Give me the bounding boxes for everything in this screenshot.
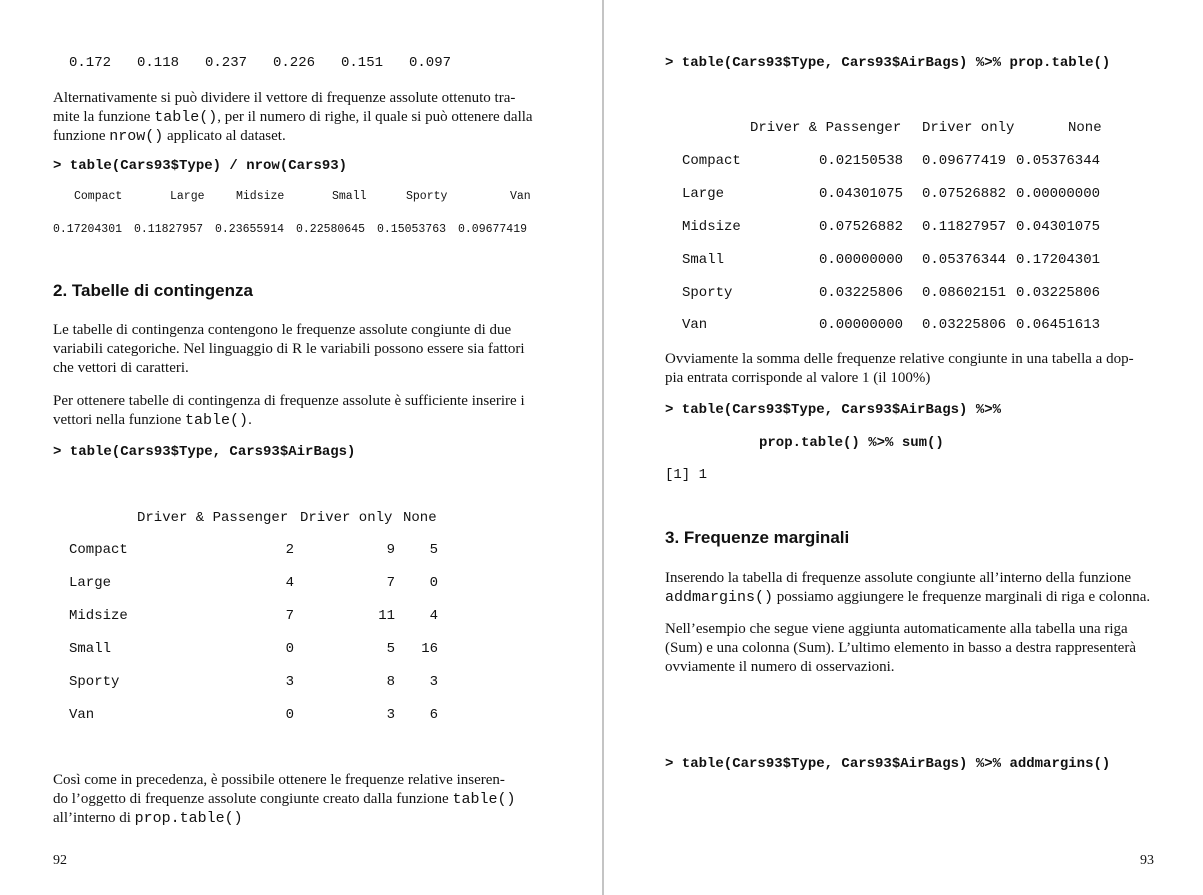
command-addmargins: > table(Cars93$Type, Cars93$AirBags) %>% addmargins() xyxy=(665,756,1111,772)
table-cell: 2 xyxy=(285,542,294,558)
paragraph-obtain xyxy=(53,392,553,430)
paragraph-contingency xyxy=(53,321,553,378)
table-cell: 0.17204301 xyxy=(1016,252,1101,268)
table-cell: 0.08602151 xyxy=(922,285,1007,301)
text-line xyxy=(53,809,553,828)
paragraph-relative xyxy=(53,771,553,828)
text-span: , per il numero di righe, il quale si può ottenere dalla xyxy=(217,109,533,125)
table-cell: 0.05376344 xyxy=(1016,153,1101,169)
row-label: Van xyxy=(682,317,708,333)
text-span: mite la funzione xyxy=(53,109,155,125)
inline-code: prop.table() xyxy=(134,810,243,827)
text-line: Alternativamente si può dividere il vettore di frequenze assolute ottenuto tra- xyxy=(53,90,516,106)
value-cell: 0.151 xyxy=(341,55,384,71)
text-line xyxy=(53,127,553,146)
row-label: Compact xyxy=(69,542,128,558)
text-line xyxy=(665,588,1165,607)
table-cell: 9 xyxy=(386,542,395,558)
text-line: variabili categoriche. Nel linguaggio di R le variabili possono essere sia fattori xyxy=(53,341,525,357)
inline-code: nrow() xyxy=(109,128,164,145)
table-cell: 0 xyxy=(285,707,294,723)
text-line: Per ottenere tabelle di contingenza di frequenze assolute è sufficiente inserire i xyxy=(53,393,525,409)
text-span: do l’oggetto di frequenze assolute congiunte creato dalla funzione xyxy=(53,791,453,807)
text-line: che vettori di caratteri. xyxy=(53,360,189,376)
table-cell: 0.11827957 xyxy=(922,219,1007,235)
text-line: ovviamente il numero di osservazioni. xyxy=(665,659,895,675)
sum-output: [1] 1 xyxy=(665,467,708,483)
command-table: > table(Cars93$Type, Cars93$AirBags) xyxy=(53,444,356,460)
table-cell: 3 xyxy=(285,674,294,690)
row-label: Small xyxy=(69,641,112,657)
text-line: (Sum) e una colonna (Sum). L’ultimo elemento in basso a destra rappresenterà xyxy=(665,640,1136,656)
header-cell: Small xyxy=(332,190,367,203)
table-cell: 0.09677419 xyxy=(922,153,1007,169)
inline-code: table() xyxy=(452,791,516,808)
row-label: Van xyxy=(69,707,95,723)
header-cell: Midsize xyxy=(236,190,285,203)
column-header: Driver only xyxy=(300,510,393,526)
command-nrow: > table(Cars93$Type) / nrow(Cars93) xyxy=(53,158,348,174)
page-number: 93 xyxy=(1140,853,1154,868)
inline-code: addmargins() xyxy=(665,589,774,606)
value-cell: 0.23655914 xyxy=(215,223,285,236)
section-heading-marginal: 3. Frequenze marginali xyxy=(665,528,850,547)
row-label: Large xyxy=(682,186,725,202)
value-cell: 0.097 xyxy=(409,55,452,71)
table-cell: 0.03225806 xyxy=(819,285,904,301)
column-header: Driver & Passenger xyxy=(750,120,902,136)
command-sum-line2: prop.table() %>% sum() xyxy=(759,435,944,451)
value-cell: 0.15053763 xyxy=(377,223,447,236)
right-page xyxy=(606,0,1203,895)
text-span: . xyxy=(248,412,252,428)
table-cell: 3 xyxy=(429,674,438,690)
page-number: 92 xyxy=(53,853,67,868)
text-span: vettori nella funzione xyxy=(53,412,186,428)
text-span: funzione xyxy=(53,128,110,144)
table-cell: 0 xyxy=(429,575,438,591)
value-cell: 0.22580645 xyxy=(296,223,366,236)
row-label: Small xyxy=(682,252,725,268)
table-cell: 4 xyxy=(429,608,438,624)
table-cell: 0.03225806 xyxy=(1016,285,1101,301)
table-cell: 0.02150538 xyxy=(819,153,904,169)
text-line xyxy=(53,411,553,430)
text-line: Così come in precedenza, è possibile ottenere le frequenze relative inseren- xyxy=(53,772,505,788)
column-header: Driver & Passenger xyxy=(137,510,289,526)
text-span: possiamo aggiungere le frequenze marginali di riga e colonna. xyxy=(773,589,1151,605)
row-label: Midsize xyxy=(682,219,741,235)
column-header: None xyxy=(1068,120,1102,136)
value-cell: 0.09677419 xyxy=(458,223,528,236)
value-cell: 0.17204301 xyxy=(53,223,123,236)
paragraph-alternative xyxy=(53,89,553,146)
table-cell: 16 xyxy=(421,641,438,657)
table-cell: 0.07526882 xyxy=(819,219,904,235)
table-cell: 4 xyxy=(285,575,294,591)
text-line xyxy=(53,108,553,127)
table-cell: 0.00000000 xyxy=(819,252,904,268)
row-label: Compact xyxy=(682,153,741,169)
header-cell: Compact xyxy=(74,190,123,203)
value-cell: 0.11827957 xyxy=(134,223,204,236)
inline-code: table() xyxy=(154,109,218,126)
page-gutter xyxy=(602,0,604,895)
value-cell: 0.237 xyxy=(205,55,248,71)
header-cell: Large xyxy=(170,190,205,203)
paragraph-marginal xyxy=(665,569,1165,607)
table-cell: 0.05376344 xyxy=(922,252,1007,268)
text-span: applicato al dataset. xyxy=(163,128,286,144)
table-cell: 0.06451613 xyxy=(1016,317,1101,333)
value-cell: 0.226 xyxy=(273,55,316,71)
inline-code: table() xyxy=(185,412,249,429)
table-cell: 5 xyxy=(386,641,395,657)
row-label: Large xyxy=(69,575,112,591)
text-line: Inserendo la tabella di frequenze assolute congiunte all’interno della funzione xyxy=(665,570,1132,586)
text-span: all’interno di xyxy=(53,810,135,826)
table-cell: 0 xyxy=(285,641,294,657)
value-cell: 0.118 xyxy=(137,55,180,71)
top-values-row xyxy=(69,55,451,71)
paragraph-example xyxy=(665,620,1165,677)
table-cell: 5 xyxy=(429,542,438,558)
header-cell: Van xyxy=(510,190,531,203)
left-page xyxy=(0,0,601,895)
section-heading-contingency: 2. Tabelle di contingenza xyxy=(53,281,253,300)
table-cell: 0.04301075 xyxy=(1016,219,1101,235)
value-cell: 0.172 xyxy=(69,55,112,71)
table-cell: 0.03225806 xyxy=(922,317,1007,333)
table-cell: 0.07526882 xyxy=(922,186,1007,202)
text-line: Ovviamente la somma delle frequenze relative congiunte in una tabella a dop- xyxy=(665,351,1134,367)
header-cell: Sporty xyxy=(406,190,448,203)
table-cell: 3 xyxy=(386,707,395,723)
table-cell: 11 xyxy=(378,608,395,624)
paragraph-sum xyxy=(665,350,1165,388)
text-line: Le tabelle di contingenza contengono le frequenze assolute congiunte di due xyxy=(53,322,512,338)
table-cell: 0.00000000 xyxy=(819,317,904,333)
table-cell: 6 xyxy=(429,707,438,723)
text-line: Nell’esempio che segue viene aggiunta automaticamente alla tabella una riga xyxy=(665,621,1128,637)
column-header: None xyxy=(403,510,437,526)
row-label: Sporty xyxy=(682,285,733,301)
table-cell: 8 xyxy=(386,674,395,690)
table-cell: 7 xyxy=(386,575,395,591)
text-line xyxy=(53,790,553,809)
table-cell: 0.04301075 xyxy=(819,186,904,202)
row-label: Sporty xyxy=(69,674,120,690)
table-cell: 7 xyxy=(285,608,294,624)
text-line: pia entrata corrisponde al valore 1 (il 100%) xyxy=(665,370,931,386)
command-sum-line1: > table(Cars93$Type, Cars93$AirBags) %>% xyxy=(665,402,1002,418)
table-cell: 0.00000000 xyxy=(1016,186,1101,202)
row-label: Midsize xyxy=(69,608,128,624)
column-header: Driver only xyxy=(922,120,1015,136)
command-prop-table: > table(Cars93$Type, Cars93$AirBags) %>% prop.table() xyxy=(665,55,1111,71)
